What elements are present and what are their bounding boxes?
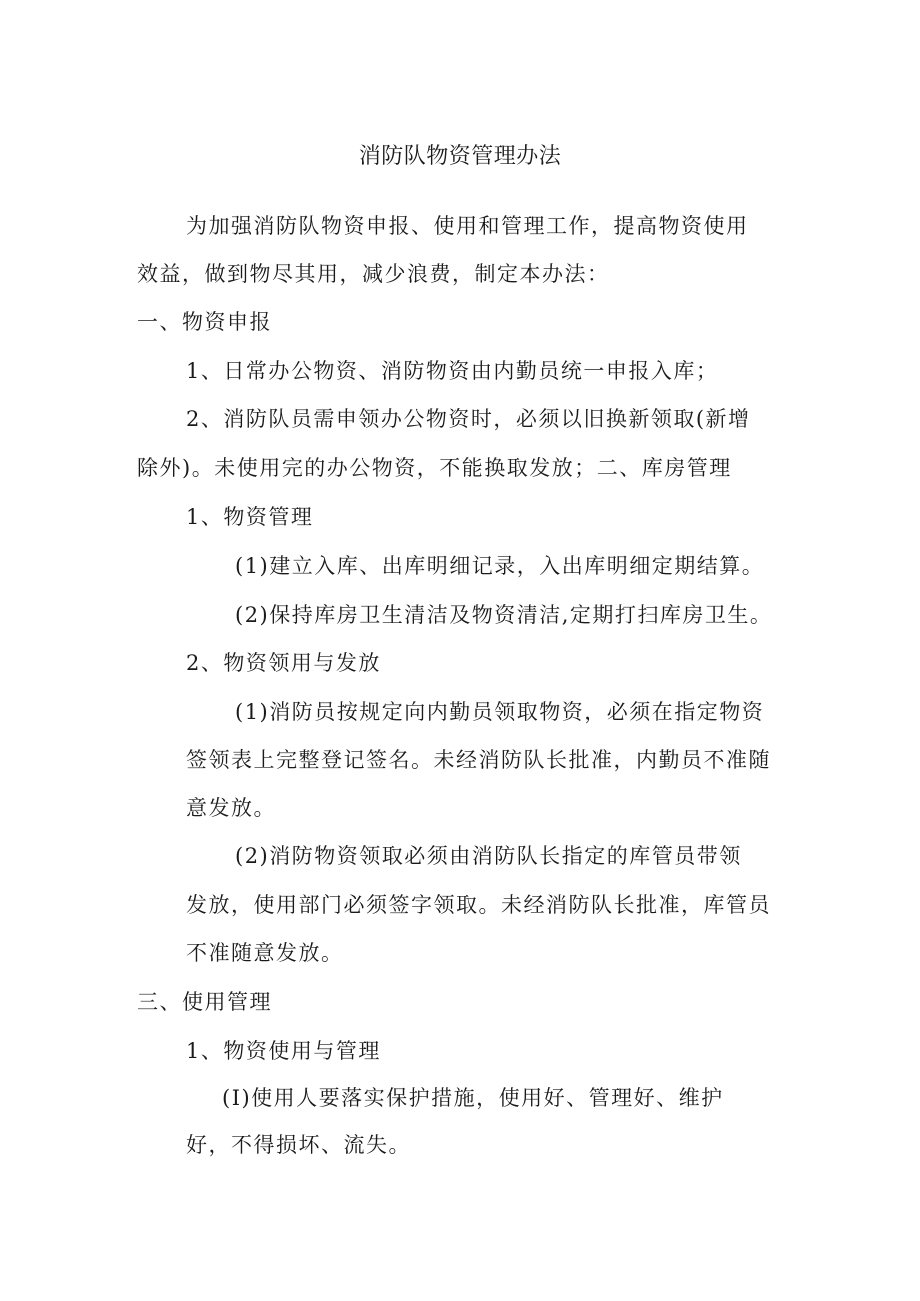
- section-3-sub-1-heading: 1、物资使用与管理: [186, 1039, 381, 1063]
- section-2-sub-2-paragraph-2-line-1: (2)消防物资领取必须由消防队长指定的库管员带领: [235, 844, 742, 868]
- section-2-sub-1-heading: 1、物资管理: [186, 505, 314, 529]
- document-title: 消防队物资管理办法: [358, 144, 562, 169]
- section-1-heading: 一、物资申报: [137, 310, 272, 334]
- intro-line-1: 为加强消防队物资申报、使用和管理工作，提高物资使用: [186, 214, 749, 238]
- section-2-sub-2-paragraph-1-line-3: 意发放。: [186, 796, 276, 820]
- section-3-sub-1-paragraph-1-line-2: 好，不得损坏、流失。: [186, 1133, 411, 1157]
- section-2-sub-2-paragraph-2-line-2: 发放，使用部门必须签字领取。未经消防队长批准，库管员: [186, 893, 771, 917]
- section-3-sub-1-paragraph-1-line-1: (I)使用人要落实保护措施，使用好、管理好、维护: [222, 1086, 724, 1110]
- section-2-sub-2-heading: 2、物资领用与发放: [186, 651, 381, 675]
- section-1-item-2-line-1: 2、消防队员需申领办公物资时，必须以旧换新领取(新增: [186, 407, 751, 431]
- section-2-sub-1-paragraph-2: (2)保持库房卫生清洁及物资清洁,定期打扫库房卫生。: [235, 603, 773, 627]
- section-1-item-2-line-2: 除外)。未使用完的办公物资，不能换取发放；二、库房管理: [137, 456, 732, 480]
- section-2-sub-2-paragraph-1-line-2: 签领表上完整登记签名。未经消防队长批准，内勤员不准随: [186, 748, 771, 772]
- section-2-sub-2-paragraph-2-line-3: 不准随意发放。: [186, 941, 344, 965]
- section-1-item-1: 1、日常办公物资、消防物资由内勤员统一申报入库；: [186, 359, 719, 383]
- section-2-sub-1-paragraph-1: (1)建立入库、出库明细记录，入出库明细定期结算。: [235, 554, 765, 578]
- section-2-sub-2-paragraph-1-line-1: (1)消防员按规定向内勤员领取物资，必须在指定物资: [235, 700, 765, 724]
- section-3-heading: 三、使用管理: [137, 990, 272, 1014]
- intro-line-2: 效益，做到物尽其用，减少浪费，制定本办法：: [137, 262, 610, 286]
